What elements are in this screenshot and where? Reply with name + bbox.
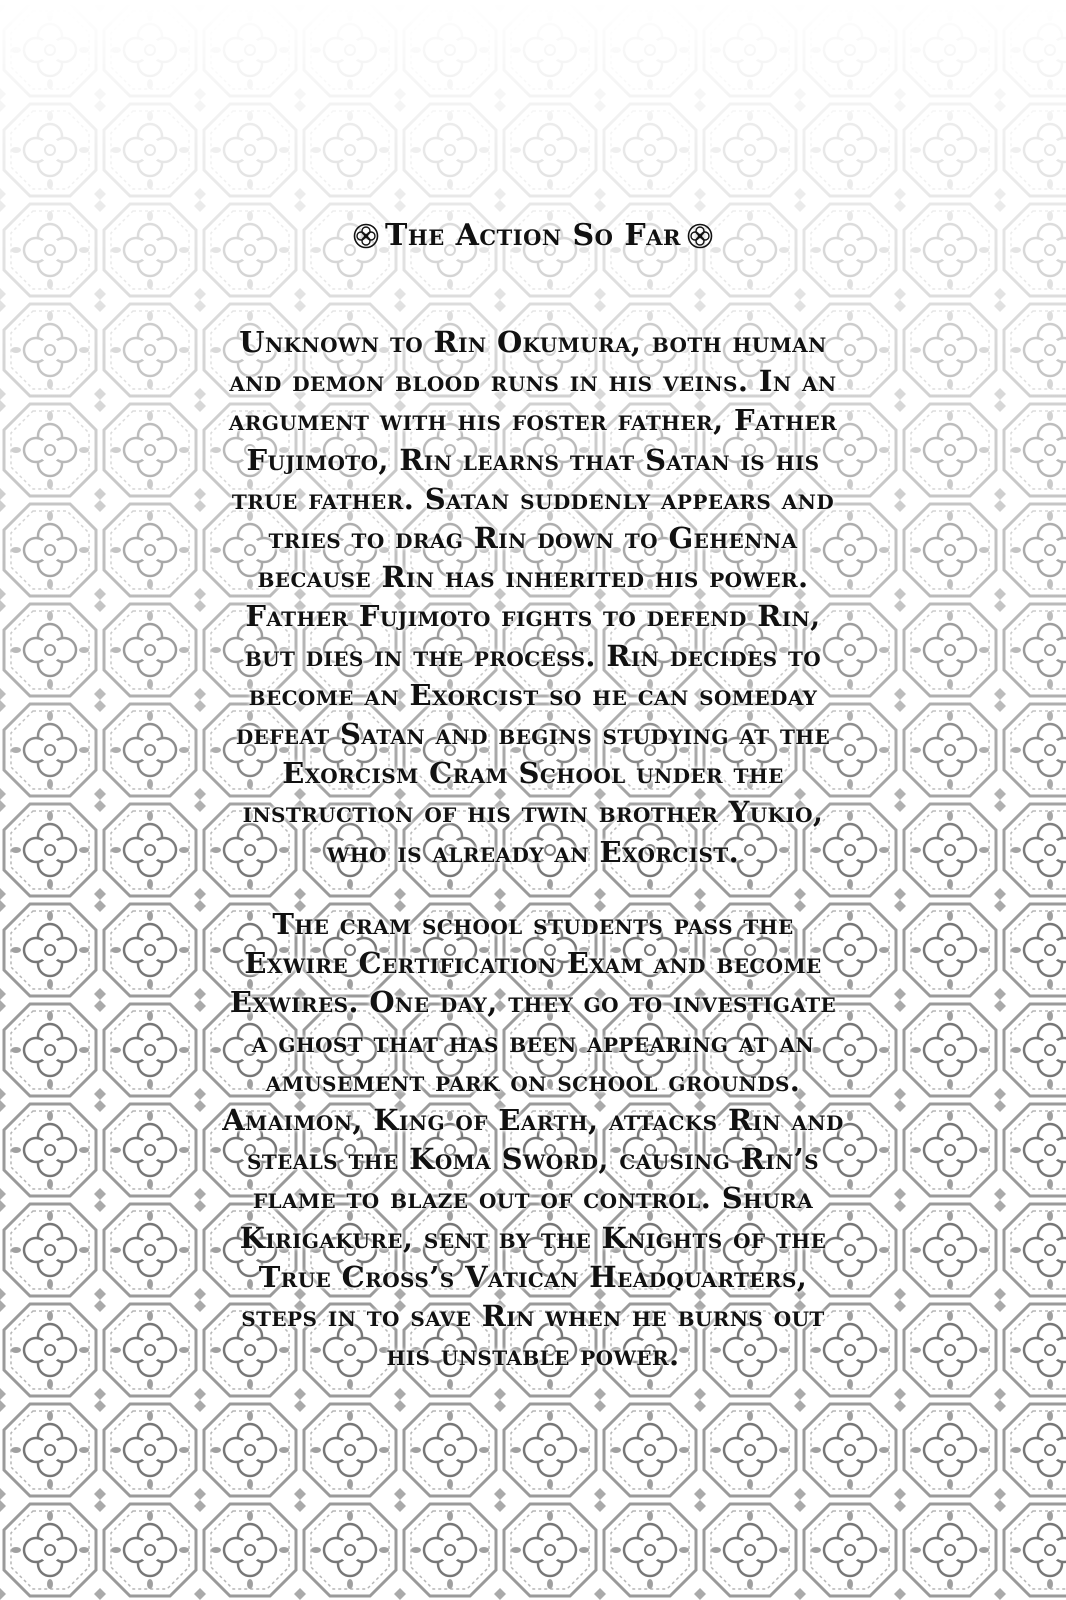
summary-paragraph-1: Unknown to Rin Okumura, both human and demon blood runs in his veins. In an argument with his foster father, Father Fujimoto, Rin learns that Satan is his true father. Satan suddenly appears and tries to drag Rin down to Gehenna because Rin has inherited his power. Father Fujimoto fights to defend Rin, but dies in the process. Rin decides to become an Exorcist so he can someday defeat Satan and begins studying at the Exorcism Cram School under the instruction of his twin brother Yukio, who is already an Exorcist. [228, 325, 838, 869]
summary-paragraph-2: The cram school students pass the Exwire Certification Exam and become Exwires. One day, they go to investigate a ghost that has been appearing at an amusement park on school grounds. Amaimon, King of Earth, attacks Rin and steals the Koma Sword, causing Rin’s flame to blaze out of control. Shura Kirigakure, sent by the Knights of the True Cross’s Vatican Headquarters, steps in to save Rin when he burns out his unstable power. [222, 907, 844, 1373]
rose-ornament-icon [353, 223, 379, 249]
page-title: The Action So Far [385, 218, 681, 253]
section-heading [0, 216, 1066, 256]
rose-ornament-icon [687, 223, 713, 249]
